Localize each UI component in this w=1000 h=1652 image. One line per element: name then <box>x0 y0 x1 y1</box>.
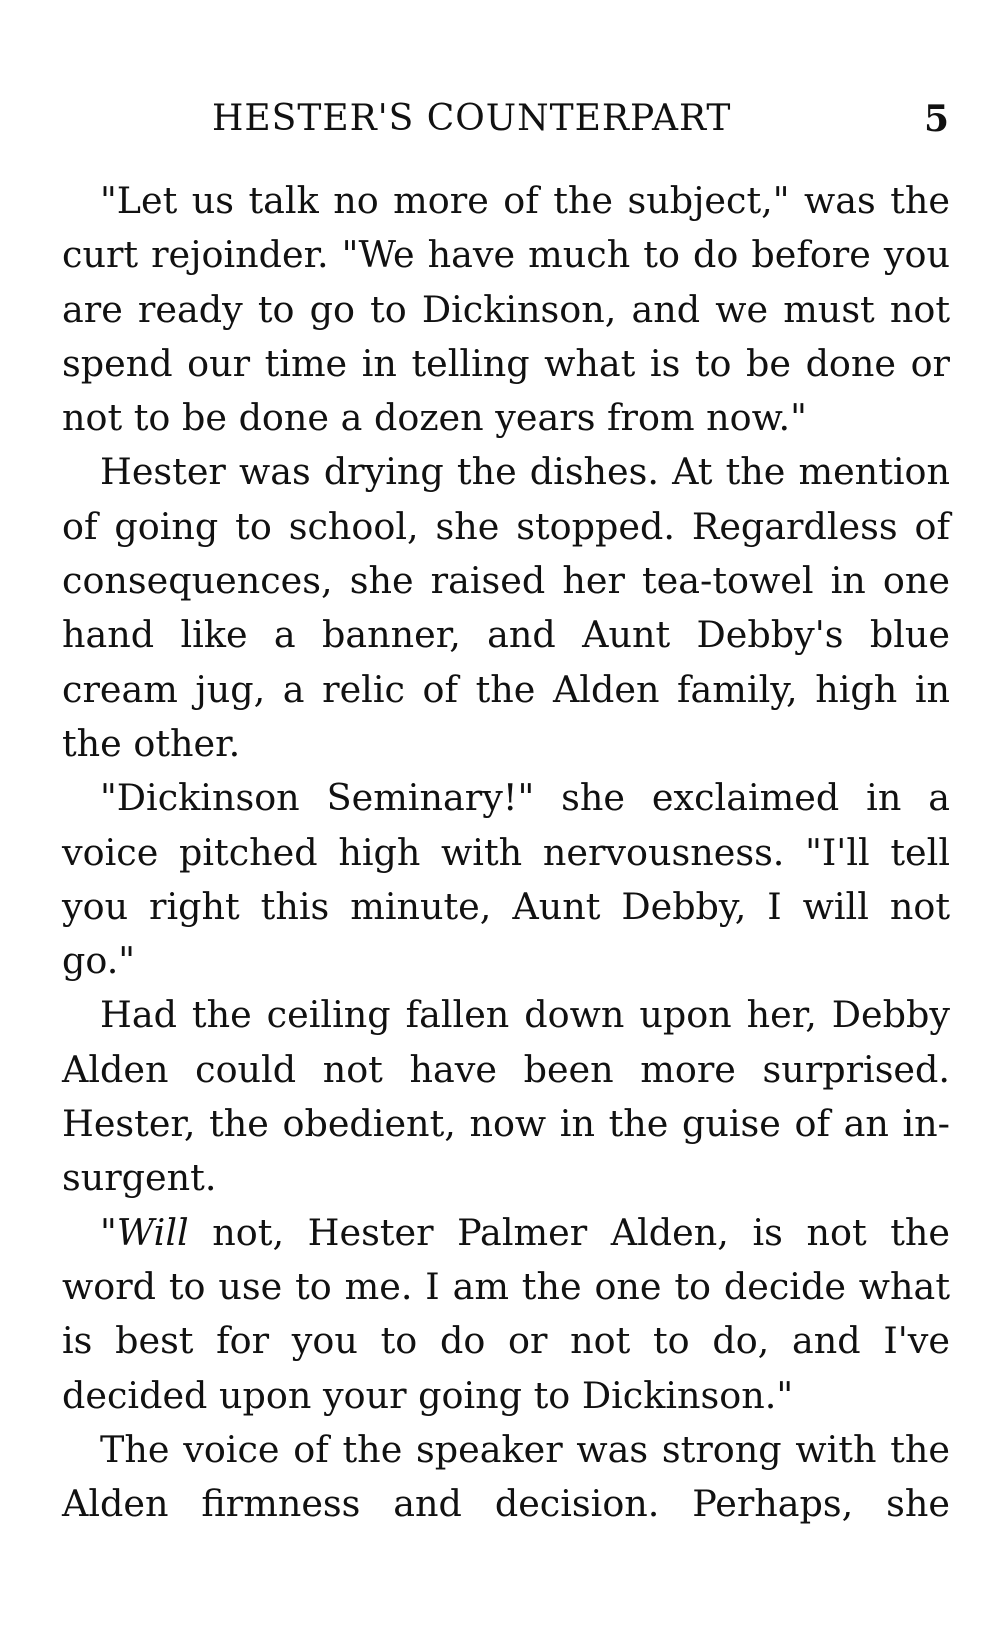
running-head <box>62 98 950 148</box>
paragraph: Hester was drying the dishes. At the mention of going to school, she stopped. Regardless of consequences, she raised her tea-towel in one hand like a banner, and Aunt Debby's blue cream jug, a relic of the Alden family, high in the other. <box>62 450 950 765</box>
paragraph: Had the ceiling fallen down upon her, Debby Alden could not have been more surprised. Hester, the obedient, now in the guise of an insurgent. <box>62 993 950 1200</box>
paragraph-text: not, Hester Palmer Alden, is not the word to use to me. I am the one to decide what is best for you to do or not to do, and I've decided upon your going to Dickinson." <box>62 1210 950 1417</box>
italic-word: Will <box>116 1210 189 1254</box>
paragraph <box>62 1206 950 1423</box>
paragraph: "Dickinson Seminary!" she exclaimed in a voice pitched high with nervousness. "I'll tell you right this minute, Aunt Debby, I will not go." <box>62 776 950 983</box>
paragraph: The voice of the speaker was strong with the Alden firmness and decision. Perhaps, she <box>62 1427 950 1526</box>
paragraph: "Let us talk no more of the subject," was the curt rejoinder. "We have much to do before you are ready to go to Dickinson, and we must not spend our time in telling what is to be done or not to be done a dozen years from now." <box>62 179 950 440</box>
page-number: 5 <box>923 98 950 140</box>
running-title: HESTER'S COUNTERPART <box>212 98 732 139</box>
open-quote: " <box>100 1210 117 1254</box>
body-text <box>62 174 950 1531</box>
